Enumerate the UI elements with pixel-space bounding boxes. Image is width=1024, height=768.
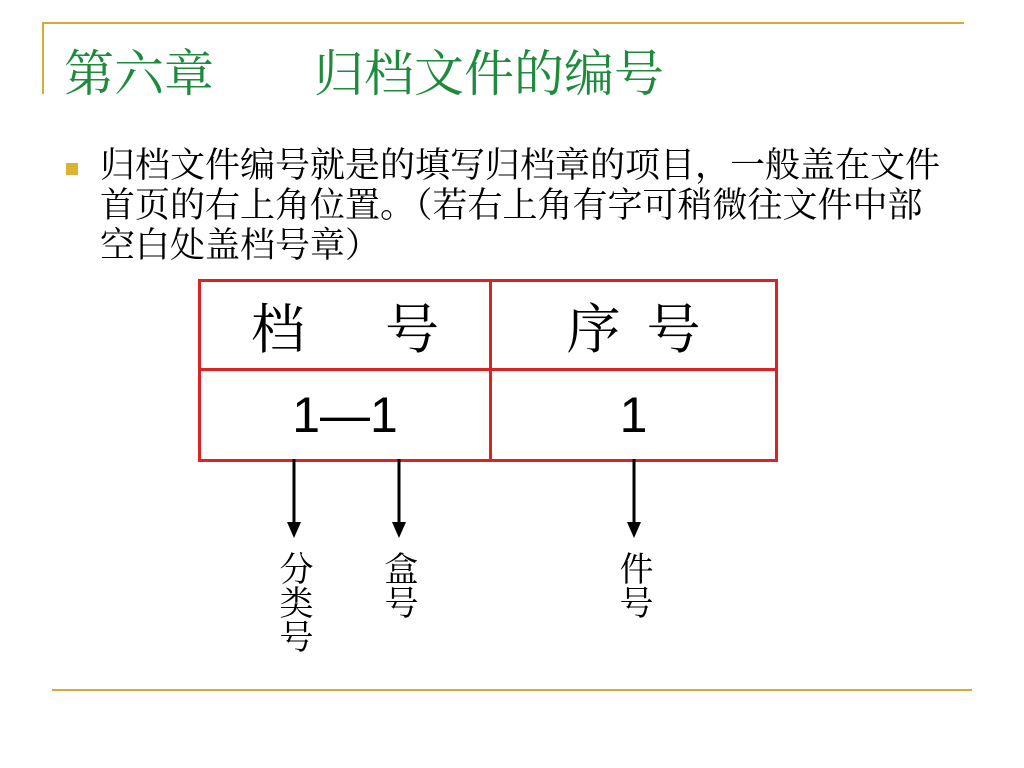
- bottom-rule: [52, 689, 972, 691]
- arrow-category: [287, 459, 301, 538]
- arrow-box: [392, 459, 406, 538]
- archive-stamp-table: [198, 279, 778, 462]
- header-archive-number-char1: 档: [251, 297, 305, 361]
- bullet-text: 归档文件编号就是的填写归档章的项目，一般盖在文件首页的右上角位置。（若右上角有字可稍微往文件中部空白处盖档号章）: [100, 146, 941, 266]
- stamp-value-row: [200, 370, 777, 461]
- label-box-number: 盒号: [378, 551, 418, 619]
- stamp-header-row: [200, 281, 777, 370]
- header-archive-number-char2: 号: [385, 297, 439, 361]
- header-sequence-number-char2: 号: [646, 297, 701, 361]
- top-left-rule: [42, 22, 44, 94]
- value-archive-number: 1—1: [200, 370, 491, 461]
- top-rule: [42, 22, 964, 24]
- label-category-number: 分类号: [273, 551, 313, 653]
- value-sequence-number: 1: [491, 370, 777, 461]
- header-sequence-number-char1: 序: [566, 297, 621, 361]
- header-sequence-number: [491, 281, 777, 370]
- slide-title: 第六章 归档文件的编号: [64, 45, 664, 103]
- bullet-marker: [66, 163, 78, 175]
- label-item-number: 件号: [613, 551, 653, 619]
- header-archive-number: [200, 281, 491, 370]
- arrow-item: [627, 459, 641, 538]
